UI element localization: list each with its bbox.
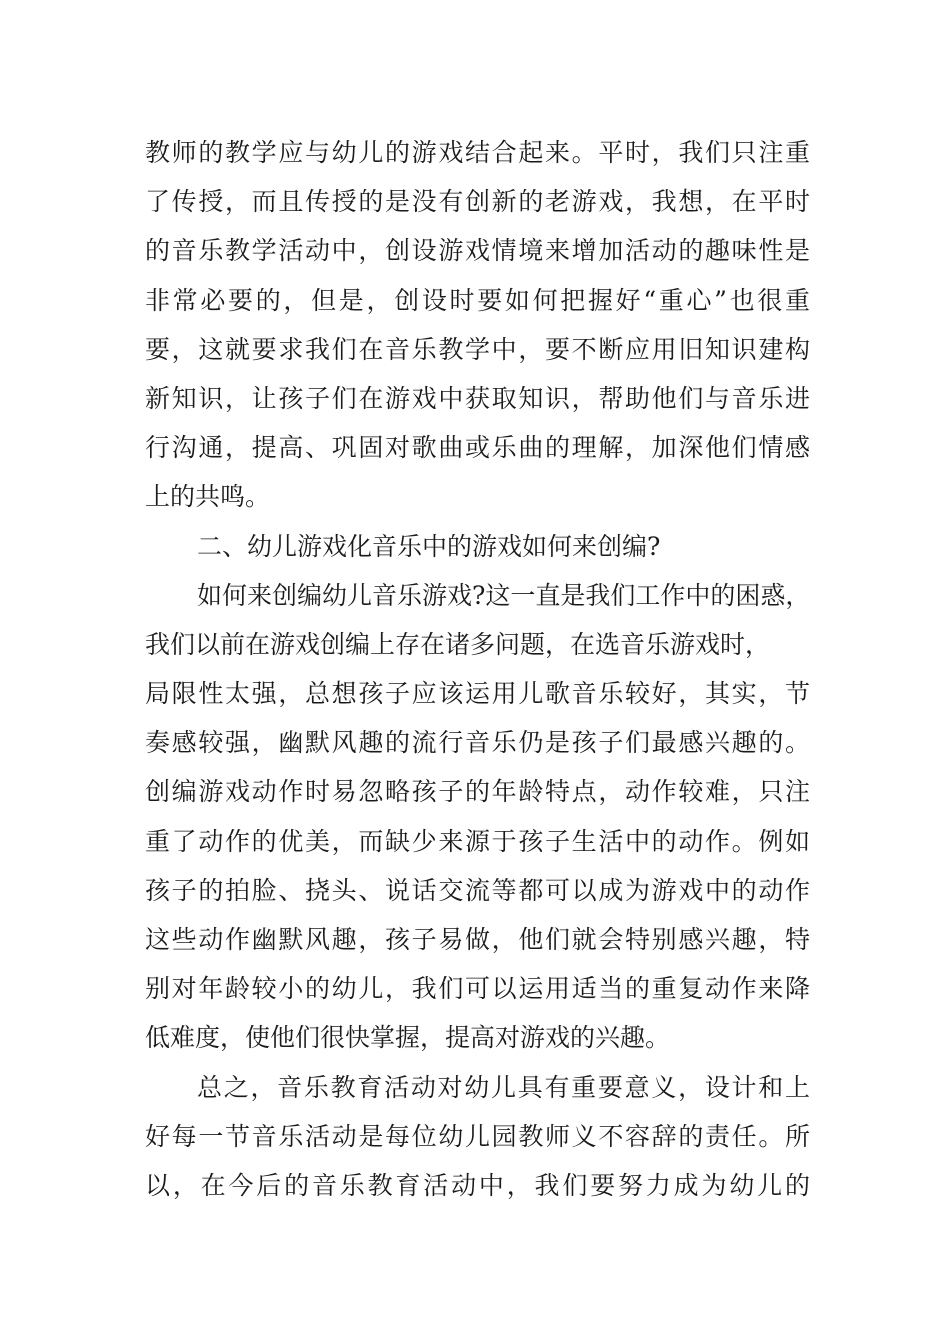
- text-line: 如何来创编幼儿音乐游戏?这一直是我们工作中的困惑，: [197, 580, 811, 610]
- section-heading: 二、幼儿游戏化音乐中的游戏如何来创编?: [197, 531, 661, 561]
- text-line: 别对年龄较小的幼儿，我们可以运用适当的重复动作来降: [145, 974, 810, 1004]
- text-line: 创编游戏动作时易忽略孩子的年龄特点，动作较难，只注: [145, 777, 810, 807]
- document-body: [145, 128, 810, 1210]
- text-line: 我们以前在游戏创编上存在诸多问题，在选音乐游戏时，: [145, 629, 771, 659]
- text-line: 好每一节音乐活动是每位幼儿园教师义不容辞的责任。所: [145, 1121, 810, 1151]
- text-line: 局限性太强，总想孩子应该运用儿歌音乐较好，其实，节: [145, 679, 810, 709]
- text-line: 以，在今后的音乐教育活动中，我们要努力成为幼儿的: [145, 1170, 810, 1200]
- text-line: 上的共鸣。: [145, 482, 271, 512]
- text-line: 新知识，让孩子们在游戏中获取知识，帮助他们与音乐进: [145, 383, 810, 413]
- text-line: 总之，音乐教育活动对幼儿具有重要意义，设计和上: [197, 1072, 810, 1102]
- text-line: 的音乐教学活动中，创设游戏情境来增加活动的趣味性是: [145, 236, 810, 266]
- text-line: 非常必要的，但是，创设时要如何把握好“重心”也很重: [145, 285, 810, 315]
- text-line: 这些动作幽默风趣，孩子易做，他们就会特别感兴趣，特: [145, 925, 810, 954]
- text-line: 孩子的拍脸、挠头、说话交流等都可以成为游戏中的动作: [145, 875, 810, 905]
- text-line: 行沟通，提高、巩固对歌曲或乐曲的理解，加深他们情感: [145, 433, 810, 463]
- text-line: 要，这就要求我们在音乐教学中，要不断应用旧知识建构: [145, 334, 810, 364]
- text-line: 教师的教学应与幼儿的游戏结合起来。平时，我们只注重: [145, 138, 810, 167]
- text-line: 了传授，而且传授的是没有创新的老游戏，我想，在平时: [145, 187, 810, 217]
- text-line: 重了动作的优美，而缺少来源于孩子生活中的动作。例如: [145, 826, 810, 856]
- text-line: 奏感较强，幽默风趣的流行音乐仍是孩子们最感兴趣的。: [145, 728, 810, 758]
- text-line: 低难度，使他们很快掌握，提高对游戏的兴趣。: [145, 1023, 671, 1053]
